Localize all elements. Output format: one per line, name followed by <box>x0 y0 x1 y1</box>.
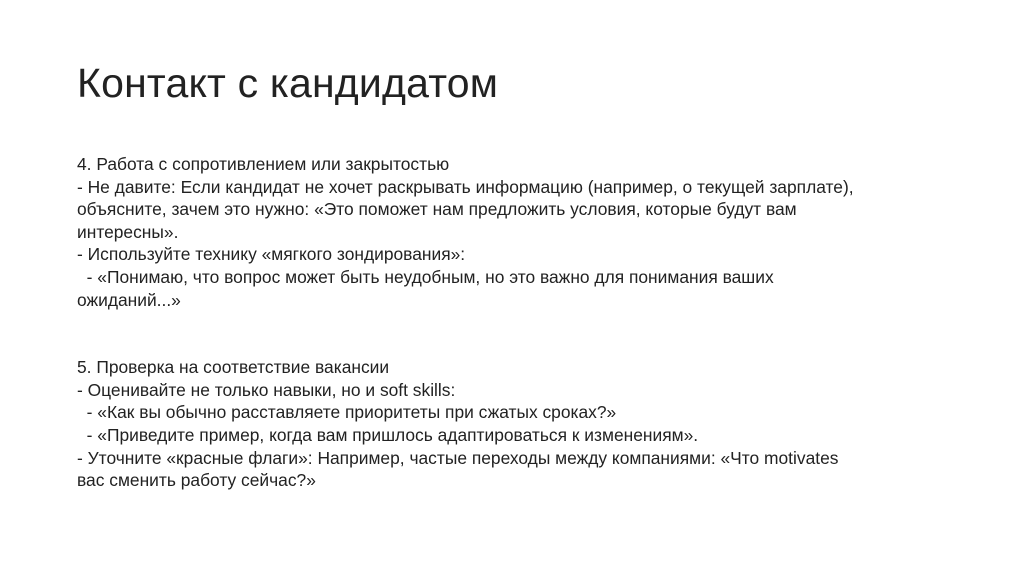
sub-bullet-line: - «Как вы обычно расставляете приоритеты при сжатых сроках?» <box>77 402 617 423</box>
bullet-line: - Используйте технику «мягкого зондирования»: <box>77 244 466 265</box>
bullet-line: - Уточните «красные флаги»: Например, частые переходы между компаниями: «Что motivates <box>77 447 839 468</box>
slide-title: Контакт с кандидатом <box>77 60 499 106</box>
bullet-line: интересны». <box>77 221 179 242</box>
sub-bullet-line: - «Понимаю, что вопрос может быть неудобным, но это важно для понимания ваших <box>77 266 774 287</box>
slide-body <box>77 153 957 492</box>
bullet-line: - Оценивайте не только навыки, но и soft skills: <box>77 379 456 400</box>
section-heading: 5. Проверка на соответствие вакансии <box>77 357 390 378</box>
section-vacancy-fit <box>77 356 957 492</box>
bullet-line: - Не давите: Если кандидат не хочет раскрывать информацию (например, о текущей зарплате), <box>77 176 854 197</box>
section-heading: 4. Работа с сопротивлением или закрытостью <box>77 154 450 174</box>
bullet-line: объясните, зачем это нужно: «Это поможет нам предложить условия, которые будут вам <box>77 199 797 220</box>
bullet-line: ожиданий...» <box>77 289 181 310</box>
sub-bullet-line: - «Приведите пример, когда вам пришлось адаптироваться к изменениям». <box>77 424 699 445</box>
section-resistance-handling <box>77 153 957 311</box>
bullet-line: вас сменить работу сейчас?» <box>77 470 316 491</box>
